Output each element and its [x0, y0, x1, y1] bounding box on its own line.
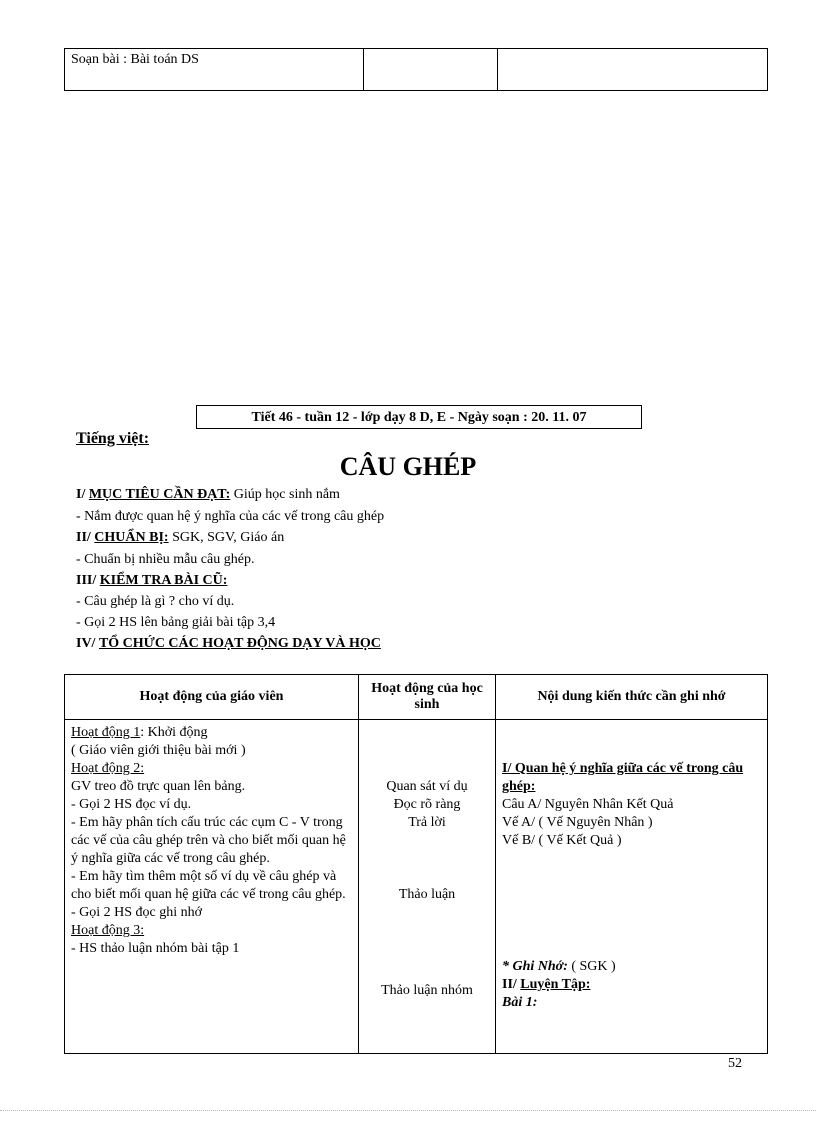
content-line-3: Vế B/ ( Vế Kết Quả ) [502, 833, 622, 848]
header-teacher: Hoạt động của giáo viên [65, 675, 359, 720]
student-line-1: Quan sát ví dụ [386, 779, 468, 794]
prep-label: CHUẨN BỊ: [94, 530, 169, 545]
content-line-1: Câu A/ Nguyên Nhân Kết Quả [502, 797, 674, 812]
subject-label: Tiếng việt: [76, 430, 150, 447]
page-bottom-divider [0, 1110, 816, 1111]
header-empty-cell-1 [364, 49, 498, 91]
note-text: ( SGK ) [567, 959, 616, 974]
content-cell [496, 720, 768, 1054]
content-line-2: Vế A/ ( Vế Nguyên Nhân ) [502, 815, 653, 830]
teacher-line-6: - HS thảo luận nhóm bài tập 1 [71, 941, 240, 956]
practice-line [502, 976, 761, 994]
prep-text: SGK, SGV, Giáo án [168, 530, 285, 545]
student-line-5: Thảo luận nhóm [381, 983, 473, 998]
prep-line-1: - Chuẩn bị nhiều mẫu câu ghép. [76, 552, 255, 567]
table-row [65, 720, 768, 1054]
section-prep [76, 530, 284, 546]
hd3-label: Hoạt động 3: [71, 923, 145, 938]
objectives-label: MỤC TIÊU CẦN ĐẠT: [88, 487, 231, 502]
header-student: Hoạt động của học sinh [359, 675, 496, 720]
page-title: CÂU GHÉP [339, 452, 477, 481]
review-label: KIỂM TRA BÀI CŨ: [99, 573, 228, 588]
exercise-1: Bài 1: [502, 995, 538, 1010]
activities-table [64, 674, 768, 1054]
header-content: Nội dung kiến thức cần ghi nhớ [496, 675, 768, 720]
objectives-line-1: - Nắm được quan hệ ý nghĩa của các vế trong câu ghép [76, 509, 385, 524]
practice-label: Luyện Tập: [520, 977, 591, 992]
teacher-line-2: - Gọi 2 HS đọc ví dụ. [71, 797, 192, 812]
prep-num: II/ [76, 530, 91, 545]
teacher-line-3: - Em hãy phân tích cấu trúc các cụm C - V trong các vế của câu ghép trên và cho biết mối quan hệ ý nghĩa giữa các vế trong câu ghép. [71, 815, 346, 866]
section-review [76, 573, 227, 589]
page-number: 52 [728, 1056, 742, 1071]
teacher-line-5: - Gọi 2 HS đọc ghi nhớ [71, 905, 203, 920]
review-num: III/ [76, 573, 97, 588]
student-line-3: Trả lời [408, 815, 446, 830]
teacher-cell [65, 720, 359, 1054]
teacher-line-4: - Em hãy tìm thêm một số ví dụ về câu ghép và cho biết mối quan hệ giữa các vế trong câu ghép. [71, 869, 346, 902]
note-line [502, 958, 761, 976]
activities-num: IV/ [76, 636, 96, 651]
review-line-1: - Câu ghép là gì ? cho ví dụ. [76, 594, 235, 609]
student-line-4: Thảo luận [398, 887, 456, 902]
review-line-2: - Gọi 2 HS lên bảng giải bài tập 3,4 [76, 615, 276, 630]
student-line-2: Đọc rõ ràng [393, 797, 461, 812]
section-activities [76, 636, 381, 652]
header-empty-cell-2 [498, 49, 768, 91]
hd1-line [71, 724, 352, 742]
teacher-line-1: GV treo đồ trực quan lên bảng. [71, 779, 246, 794]
hd2-label: Hoạt động 2: [71, 761, 145, 776]
hd1-text: : Khởi động [140, 725, 208, 740]
table-header-row [65, 675, 768, 720]
section-objectives [76, 487, 340, 503]
header-info-table [64, 48, 768, 91]
note-label: * Ghi Nhớ: [502, 959, 568, 974]
practice-num: II/ [502, 977, 521, 992]
objectives-text: Giúp học sinh nắm [230, 487, 340, 502]
lesson-info-box: Tiết 46 - tuần 12 - lớp dạy 8 D, E - Ngày soạn : 20. 11. 07 [196, 405, 642, 429]
hd1-sub: ( Giáo viên giới thiệu bài mới ) [71, 743, 246, 758]
objectives-num: I/ [76, 487, 86, 502]
hd1-label: Hoạt động 1 [71, 725, 141, 740]
student-cell [359, 720, 496, 1054]
activities-label: TỔ CHỨC CÁC HOẠT ĐỘNG DẠY VÀ HỌC [98, 636, 381, 651]
content-heading: I/ Quan hệ ý nghĩa giữa các vế trong câu ghép: [502, 761, 744, 794]
header-lesson-cell: Soạn bài : Bài toán DS [65, 49, 364, 91]
